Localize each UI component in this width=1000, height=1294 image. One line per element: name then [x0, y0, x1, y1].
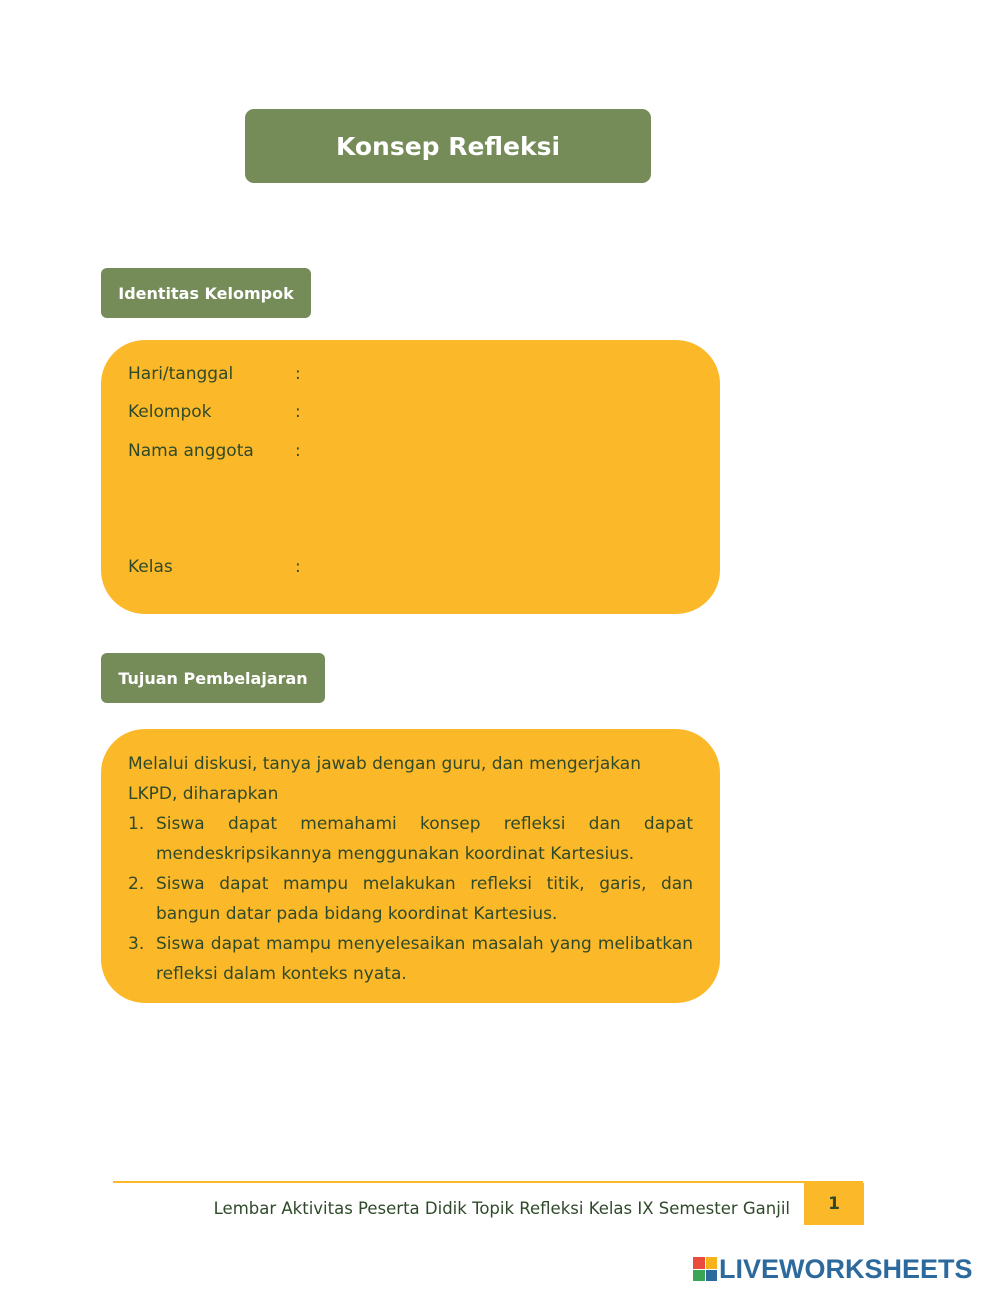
field-colon: : [295, 557, 301, 577]
field-label: Hari/tanggal [128, 364, 234, 384]
tujuan-intro: Melalui diskusi, tanya jawab dengan guru, dan mengerjakan LKPD, diharapkan [128, 754, 641, 804]
list-item [128, 929, 693, 989]
field-hari-tanggal [128, 364, 301, 384]
liveworksheets-logo-icon [693, 1257, 717, 1281]
list-text: Siswa dapat mampu menyelesaikan masalah yang melibatkan refleksi dalam konteks nyata. [156, 934, 693, 984]
field-colon: : [295, 441, 301, 461]
field-label: Kelas [128, 557, 173, 577]
list-number: 3. [128, 934, 145, 954]
list-text: Siswa dapat memahami konsep refleksi dan dapat mendeskripsikannya menggunakan koordinat Kartesius. [156, 814, 693, 864]
page-number: 1 [804, 1183, 864, 1225]
identitas-card [101, 340, 720, 614]
brand-name: LIVEWORKSHEETS [719, 1253, 973, 1284]
list-item [128, 809, 693, 869]
list-item [128, 869, 693, 929]
list-number: 1. [128, 814, 145, 834]
footer-divider [113, 1181, 863, 1183]
field-label: Kelompok [128, 402, 212, 422]
liveworksheets-brand[interactable] [693, 1252, 973, 1286]
field-kelompok [128, 402, 301, 422]
field-colon: : [295, 402, 301, 422]
tujuan-card [101, 729, 720, 1003]
field-kelas [128, 557, 301, 577]
field-colon: : [295, 364, 301, 384]
tujuan-pembelajaran-label: Tujuan Pembelajaran [101, 653, 325, 703]
list-text: Siswa dapat mampu melakukan refleksi titik, garis, dan bangun datar pada bidang koordinat Kartesius. [156, 874, 693, 924]
page-title: Konsep Refleksi [245, 109, 651, 183]
field-nama-anggota [128, 441, 301, 461]
field-label: Nama anggota [128, 441, 254, 461]
identitas-kelompok-label: Identitas Kelompok [101, 268, 311, 318]
tujuan-list [128, 809, 693, 989]
footer-caption: Lembar Aktivitas Peserta Didik Topik Refleksi Kelas IX Semester Ganjil [213, 1199, 790, 1218]
list-number: 2. [128, 874, 145, 894]
